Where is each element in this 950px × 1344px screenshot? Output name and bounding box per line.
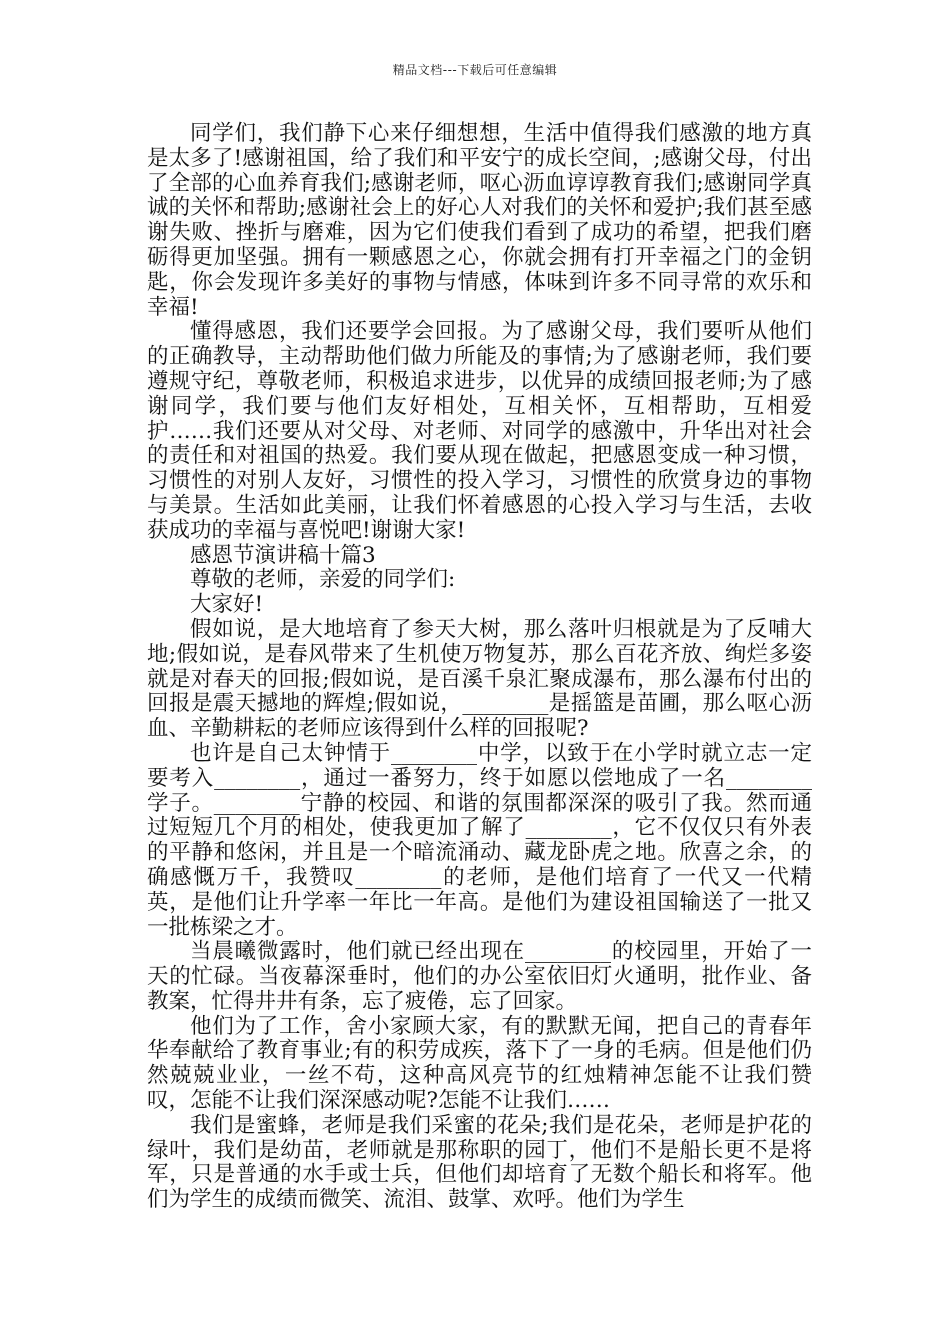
salutation: 尊敬的老师，亲爱的同学们: (190, 567, 456, 593)
paragraph-analogy: 假如说，是大地培育了参天大树，那么落叶归根就是为了反哺大地;假如说，是春风带来了生机使万物复苏，那么百花齐放、绚烂多姿就是对春天的回报;假如说，是百溪千泉汇聚成瀑布，那么瀑布付出的回报是震天撼地的辉煌;假如说，________是摇篮是苗圃，那么呕心沥血、辛勤耕耘的老师应该得到什么样的回报呢? (147, 616, 812, 742)
page-header: 精品文档---下载后可任意编辑 (392, 63, 558, 77)
section-heading: 感恩节演讲稿十篇3 (190, 542, 376, 568)
paragraph-gratitude-list: 同学们，我们静下心来仔细想想，生活中值得我们感激的地方真是太多了!感谢祖国，给了我们和平安宁的成长空间，;感谢父母，付出了全部的心血养育我们;感谢老师，呕心沥血谆谆教育我们;感谢同学真诚的关怀和帮助;感谢社会上的好心人对我们的关怀和爱护;我们甚至感谢失败、挫折与磨难，因为它们使我们看到了成功的希望，把我们磨砺得更加坚强。拥有一颗感恩之心，你就会拥有打开幸福之门的金钥匙，你会发现许多美好的事物与情感，体味到许多不同寻常的欢乐和幸福! (147, 121, 812, 320)
paragraph-repay: 懂得感恩，我们还要学会回报。为了感谢父母，我们要听从他们的正确教导，主动帮助他们做力所能及的事情;为了感谢老师，我们要遵规守纪，尊敬老师，积极追求进步，以优异的成绩回报老师;为了感谢同学，我们要与他们友好相处，互相关怀，互相帮助，互相爱护……我们还要从对父母、对老师、对同学的感激中，升华出对社会的责任和对祖国的热爱。我们要从现在做起，把感恩变成一种习惯，习惯性的对别人友好，习惯性的投入学习，习惯性的欣赏身边的事物与美景。生活如此美丽，让我们怀着感恩的心投入学习与生活，去收获成功的幸福与喜悦吧!谢谢大家! (147, 319, 812, 543)
greeting: 大家好! (190, 592, 264, 618)
document-body (147, 122, 812, 1213)
paragraph-dawn: 当晨曦微露时，他们就已经出现在________的校园里，开始了一天的忙碌。当夜幕深垂时，他们的办公室依旧灯火通明，批作业、备教案，忙得井井有条，忘了疲倦，忘了回家。 (147, 939, 812, 1014)
paragraph-metaphor: 我们是蜜蜂，老师是我们采蜜的花朵;我们是花朵，老师是护花的绿叶，我们是幼苗，老师就是那称职的园丁，他们不是船长更不是将军，只是普通的水手或士兵，但他们却培育了无数个船长和将军。他们为学生的成绩而微笑、流泪、鼓掌、欢呼。他们为学生 (147, 1112, 812, 1213)
paragraph-school: 也许是自己太钟情于________中学，以致于在小学时就立志一定要考入________，通过一番努力，终于如愿以偿地成了一名________学子。________宁静的校园、和谐的氛围都深深的吸引了我。然而通过短短几个月的相处，使我更加了解了________，它不仅仅只有外表的平静和悠闲，并且是一个暗流涌动、藏龙卧虎之地。欣喜之余，的确感慨万千，我赞叹________的老师，是他们培育了一代又一代精英，是他们让升学率一年比一年高。是他们为建设祖国输送了一批又一批栋梁之才。 (147, 740, 812, 940)
paragraph-dedication: 他们为了工作，舍小家顾大家，有的默默无闻，把自己的青春年华奉献给了教育事业;有的积劳成疾，落下了一身的毛病。但是他们仍然兢兢业业，一丝不苟，这种高风亮节的红烛精神怎能不让我们赞叹，怎能不让我们深深感动呢?怎能不让我们…… (147, 1013, 812, 1114)
